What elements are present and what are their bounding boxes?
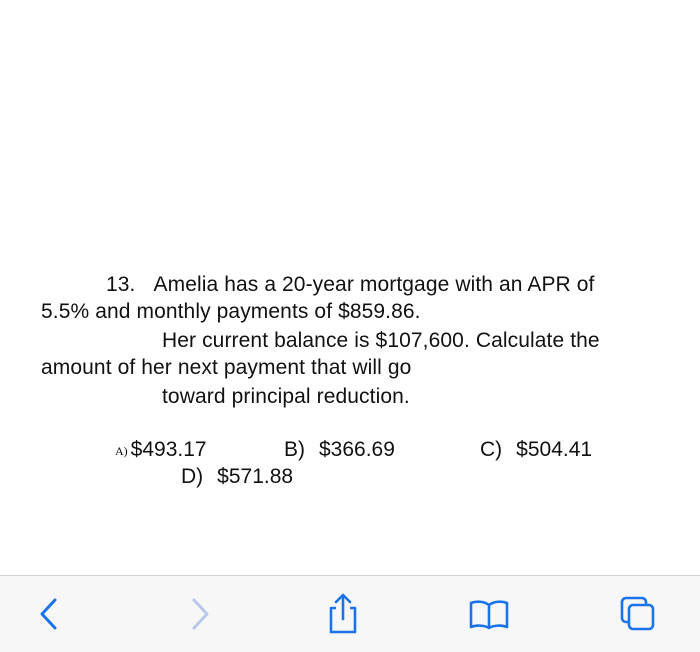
question-line-1 xyxy=(106,272,594,298)
question-line-2: 5.5% and monthly payments of $859.86. xyxy=(41,300,421,323)
option-c-letter: C) xyxy=(480,438,503,461)
option-d-value: $571.88 xyxy=(217,465,294,488)
tabs-icon xyxy=(618,594,658,634)
back-icon xyxy=(37,597,61,631)
bookmarks-icon xyxy=(467,597,511,631)
option-a xyxy=(115,437,207,464)
back-button[interactable] xyxy=(27,592,71,636)
forward-button[interactable] xyxy=(178,592,222,636)
option-d-letter: D) xyxy=(181,465,204,488)
option-b-value: $366.69 xyxy=(319,438,395,461)
question-line-3: Her current balance is $107,600. Calculate the xyxy=(162,329,600,352)
question-line-5: toward principal reduction. xyxy=(162,385,410,408)
option-b xyxy=(284,437,395,463)
share-button[interactable] xyxy=(321,592,365,636)
share-icon xyxy=(325,592,361,636)
option-a-value: $493.17 xyxy=(130,438,207,461)
option-d xyxy=(181,464,293,490)
option-b-letter: B) xyxy=(284,438,305,461)
bookmarks-button[interactable] xyxy=(467,592,511,636)
option-c-value: $504.41 xyxy=(516,438,593,461)
forward-icon xyxy=(188,597,212,631)
browser-toolbar xyxy=(0,575,700,652)
question-text-1: Amelia has a 20-year mortgage with an APR of xyxy=(153,273,595,296)
tabs-button[interactable] xyxy=(616,592,660,636)
option-a-letter: A) xyxy=(115,444,128,458)
option-c xyxy=(480,437,592,463)
question-number: 13. xyxy=(106,273,136,296)
question-line-4: amount of her next payment that will go xyxy=(41,356,412,379)
